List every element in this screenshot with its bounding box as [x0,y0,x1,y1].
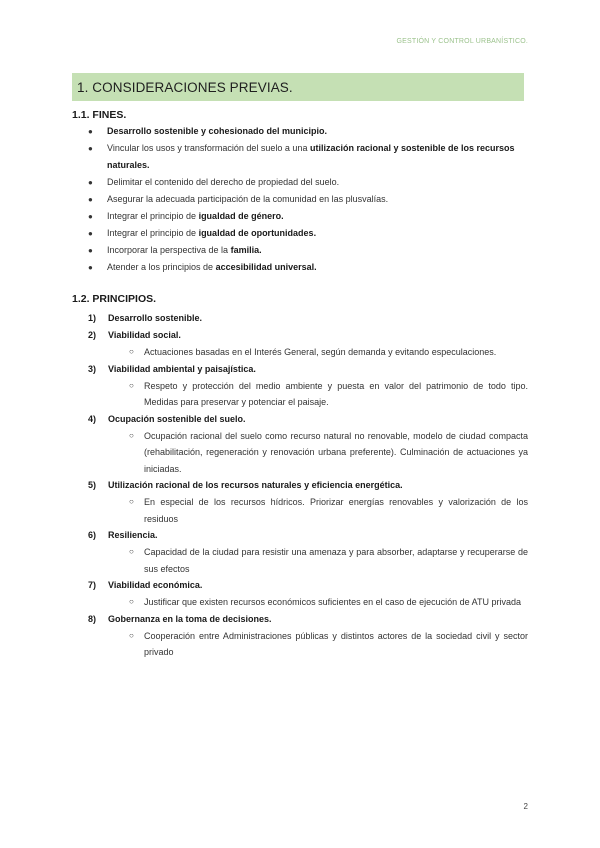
item-number: 1) [88,313,97,323]
page-number: 2 [523,802,528,811]
circle-bullet-icon: ○ [129,347,134,356]
list-item [88,140,528,174]
item-text: Asegurar la adecuada participación de la comunidad en las plusvalías. [107,194,389,204]
bullet-icon: ● [88,144,93,153]
bullet-icon: ● [88,212,93,221]
item-bold-text: igualdad de género. [198,211,284,221]
description-text: Justificar que existen recursos económicos suficientes en el caso de ejecución de ATU privada [144,597,522,607]
list-item [88,577,528,594]
principios-heading: 1.2. PRINCIPIOS. [72,293,157,305]
section-banner [72,73,524,101]
item-text: Integrar el principio de [107,211,199,221]
description-text: Actuaciones basadas en el Interés General, según demanda y evitando especulaciones. [144,347,497,357]
bullet-icon: ● [88,246,93,255]
list-item [88,191,528,208]
description-text: En especial de los recursos hídricos. Priorizar energías renovables y valorización de los residuos [144,497,528,524]
list-item [88,411,528,428]
section-title: 1. CONSIDERACIONES PREVIAS. [77,79,293,95]
bullet-icon: ● [88,229,93,238]
item-number: 5) [88,480,97,490]
description-text: Cooperación entre Administraciones públicas y distintos actores de la sociedad civil y sector privado [144,630,528,657]
item-title: Viabilidad económica. [108,580,203,590]
item-description [129,628,528,661]
principios-list [88,310,528,661]
item-title: Resiliencia. [108,530,158,540]
item-text: Incorporar la perspectiva de la [107,245,231,255]
list-item [88,242,528,259]
item-number: 7) [88,580,97,590]
list-item [88,174,528,191]
list-item [88,477,528,494]
item-bold-text: familia. [230,245,262,255]
bullet-icon: ● [88,195,93,204]
list-item [88,225,528,242]
description-text: Capacidad de la ciudad para resistir una amenaza y para absorber, adaptarse y recuperarse de sus efectos [144,547,528,574]
item-title: Viabilidad social. [108,330,181,340]
running-header: GESTIÓN Y CONTROL URBANÍSTICO. [396,38,528,45]
item-text: Vincular los usos y transformación del suelo a una [107,143,310,153]
circle-bullet-icon: ○ [129,630,134,640]
list-item [88,611,528,628]
list-item [88,123,528,140]
item-number: 8) [88,613,97,624]
item-number: 2) [88,330,97,340]
item-text: Delimitar el contenido del derecho de propiedad del suelo. [107,177,340,187]
item-bold-text: igualdad de oportunidades. [198,228,317,238]
item-title: Viabilidad ambiental y paisajística. [108,363,256,374]
list-item [88,259,528,276]
bullet-icon: ● [88,263,93,272]
list-item [88,208,528,225]
item-number: 4) [88,413,97,424]
item-description [129,594,528,611]
description-text: Ocupación racional del suelo como recurso natural no renovable, modelo de ciudad compacta (rehabilitación, regeneración y renovación urbana preferente). Culminación de actuaciones ya iniciadas. [144,430,528,474]
circle-bullet-icon: ○ [129,597,134,606]
item-number: 6) [88,530,97,540]
item-bold-text: utilización racional y sostenible de los recursos naturales. [107,143,515,170]
item-text: Atender a los principios de [107,262,216,272]
list-item [88,327,528,344]
description-text: Respeto y protección del medio ambiente y puesta en valor del patrimonio de todo tipo. Medidas para preservar y potenciar el paisaje. [144,380,528,407]
item-description [129,344,528,361]
item-description [129,544,528,577]
list-item [88,310,528,327]
item-description [129,428,528,478]
circle-bullet-icon: ○ [129,497,134,506]
item-bold-text: accesibilidad universal. [215,262,317,272]
bullet-icon: ● [88,127,93,136]
item-text: Integrar el principio de [107,228,199,238]
circle-bullet-icon: ○ [129,547,134,556]
bullet-icon: ● [88,178,93,187]
item-title: Utilización racional de los recursos naturales y eficiencia energética. [108,480,403,490]
item-title: Gobernanza en la toma de decisiones. [108,613,272,624]
circle-bullet-icon: ○ [129,430,134,440]
item-description [129,378,528,411]
item-bold-text: Desarrollo sostenible y cohesionado del municipio. [107,126,328,136]
list-item [88,361,528,378]
fines-list [88,123,528,276]
item-title: Desarrollo sostenible. [108,313,203,323]
fines-heading: 1.1. FINES. [72,109,127,121]
item-title: Ocupación sostenible del suelo. [108,413,246,424]
item-description [129,494,528,527]
list-item [88,527,528,544]
circle-bullet-icon: ○ [129,380,134,390]
item-number: 3) [88,363,97,374]
